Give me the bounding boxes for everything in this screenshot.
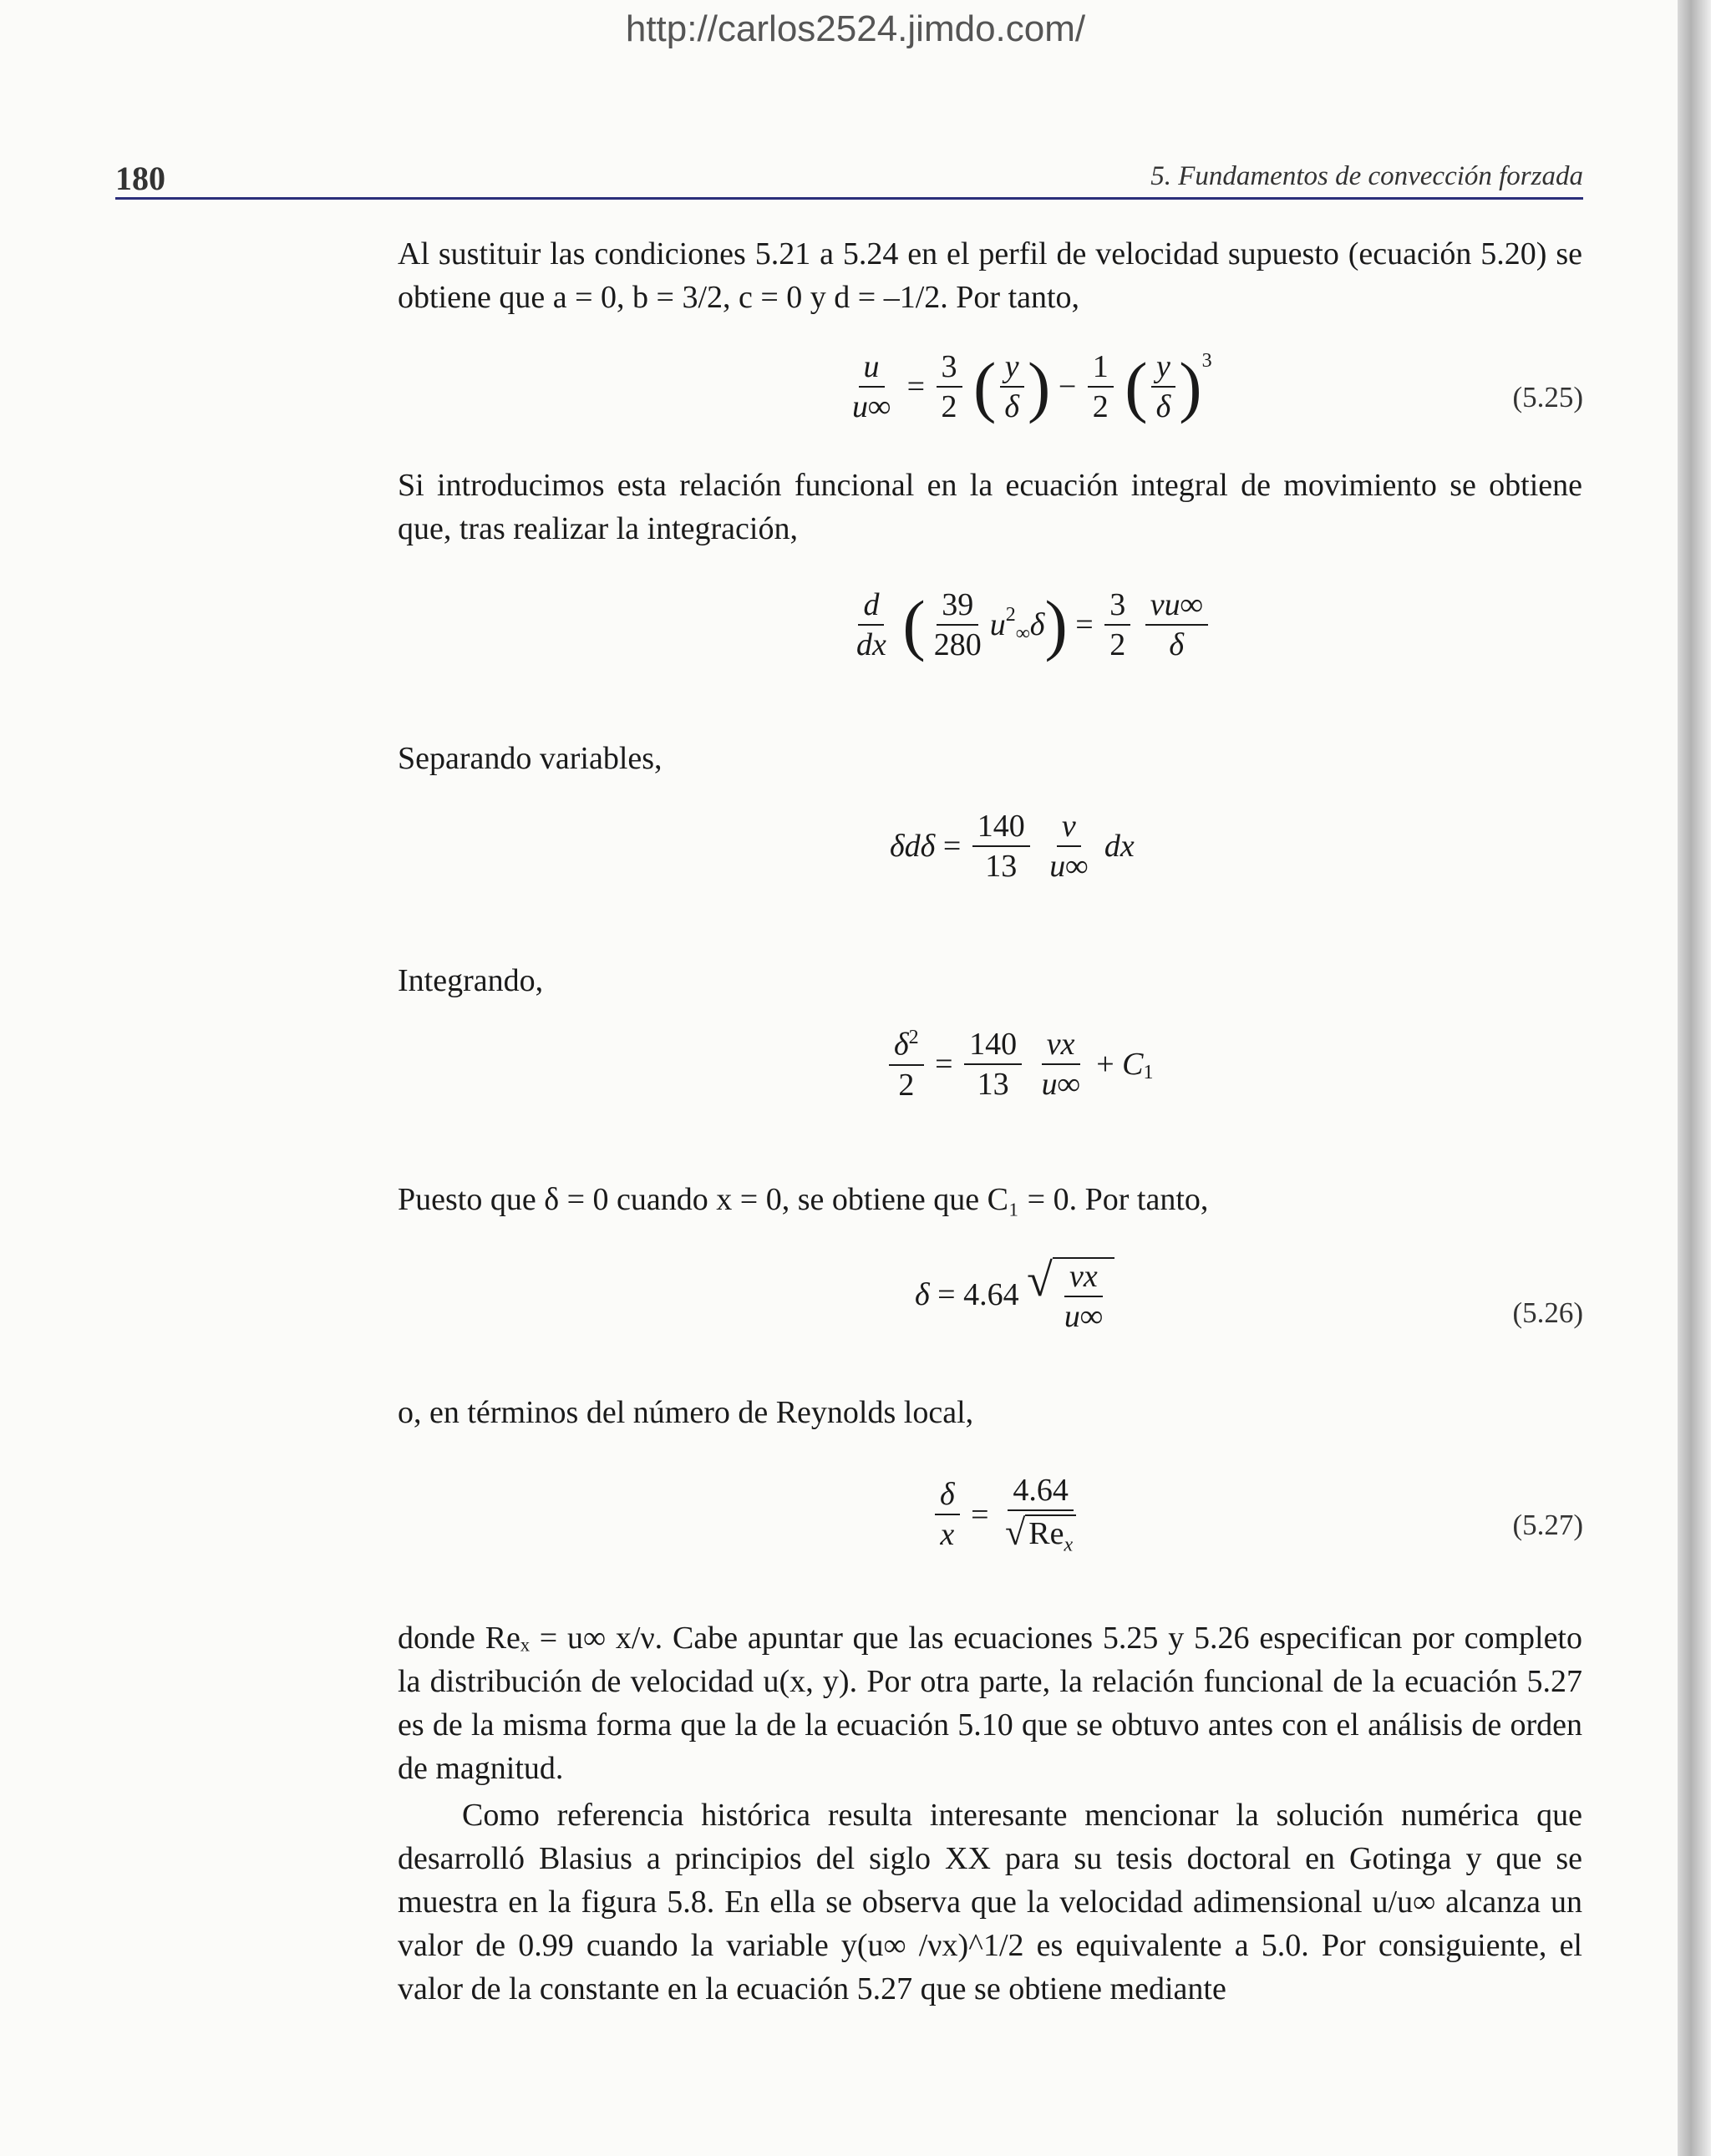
equation-separated: δdδ = $\frac{140}{13}$ $\frac{\nu}{u\infty}$ dx bbox=[890, 809, 1135, 884]
equation-integral: $\frac{d}{dx}$ ( $\frac{39}{280}$ $u^2_\infty\delta$) = $\frac{3}{2}$ $\frac{\nu u\infty}{\delta}$ bbox=[848, 589, 1211, 661]
equation-number-5-26: (5.26) bbox=[1512, 1296, 1583, 1329]
paragraph-integrating: Integrando, bbox=[398, 963, 544, 998]
paragraph-discussion: donde Reₓ = u∞ x/ν. Cabe apuntar que las ecuaciones 5.25 y 5.26 especifican por completo la distribución de velocidad u(x, y). Por otra parte, la relación funcional de la ecuación 5.27 es de la misma forma que la de la ecuación 5.10 que se obtuvo antes con el análisis de orden de magnitud. bbox=[398, 1621, 1582, 1786]
paragraph-boundary: Puesto que δ = 0 cuando x = 0, se obtiene que C₁ = 0. Por tanto, bbox=[398, 1182, 1209, 1217]
equation-number-5-27: (5.27) bbox=[1512, 1509, 1583, 1541]
page-number: 180 bbox=[115, 160, 165, 197]
paragraph-reynolds: o, en términos del número de Reynolds local, bbox=[398, 1395, 974, 1430]
paragraph-separating: Separando variables, bbox=[398, 741, 663, 776]
equation-5-27: $\frac{\delta}{x}$ = 4.64 √ $Re_x$ bbox=[932, 1474, 1084, 1555]
equation-number-5-25: (5.25) bbox=[1512, 381, 1583, 413]
equation-5-26: δ = 4.64 √ $\frac{\nu x}{u\infty}$ bbox=[915, 1257, 1114, 1332]
paragraph-integral: Si introducimos esta relación funcional en la ecuación integral de movimiento se obtiene que, tras realizar la integración, bbox=[398, 468, 1582, 546]
equation-5-25: $\frac{u}{u\infty}$ = $\frac{3}{2}$ ( $\frac{y}{\delta}$ ) − $\frac{1}{2}$ ( $\frac{y}{\delta}$ )$^3$ bbox=[852, 348, 1212, 424]
paragraph-intro: Al sustituir las condiciones 5.21 a 5.24 en el perfil de velocidad supuesto (ecuación 5.20) se obtiene que a = 0, b = 3/2, c = 0 y d = –1/2. Por tanto, bbox=[398, 236, 1582, 315]
page-edge-shadow bbox=[1678, 0, 1711, 2156]
paragraph-blasius: Como referencia histórica resulta interesante mencionar la solución numérica que desarrolló Blasius a principios del siglo XX para su tesis doctoral en Gotinga y que se muestra en la figura 5.8. En ella se observa que la velocidad adimensional u/u∞ alcanza un valor de 0.99 cuando la variable y(u∞ /νx)^1/2 es equivalente a 5.0. Por consiguiente, el valor de la constante en la ecuación 5.27 que se obtiene mediante bbox=[398, 1798, 1582, 2006]
equation-integrated: $\frac{\delta^2}{2}$ = $\frac{140}{13}$ $\frac{\nu x}{u\infty}$ + $C_1$ bbox=[886, 1027, 1154, 1101]
running-head: 5. Fundamentos de convección forzada bbox=[1150, 161, 1583, 191]
header-rule bbox=[115, 197, 1583, 200]
source-url[interactable]: http://carlos2524.jimdo.com/ bbox=[625, 8, 1086, 49]
